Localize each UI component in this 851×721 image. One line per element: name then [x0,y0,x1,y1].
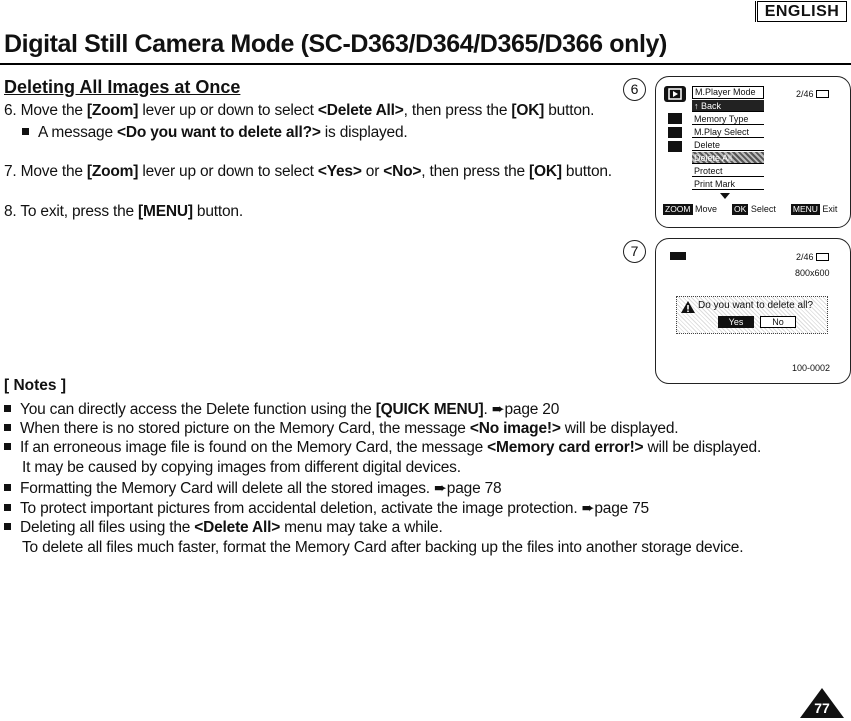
note-3-cont: It may be caused by copying images from different digital devices. [22,459,461,476]
page-number-badge [800,688,844,718]
battery-icon [670,252,686,260]
camera-icon [668,127,682,138]
menu-title: M.Player Mode [692,86,764,99]
memory-icon [668,113,682,124]
note-3: If an erroneous image file is found on the Memory Card, the message <Memory card error!> will be displayed. [4,439,761,457]
note-5: To protect important pictures from accidental deletion, activate the image protection. ➨page 75 [4,499,649,518]
image-counter-7: 2/46 [796,252,829,262]
step-6: 6. Move the [Zoom] lever up or down to select <Delete All>, then press the [OK] button. [4,102,595,119]
memory-card-icon [816,90,829,98]
note-1: You can directly access the Delete function using the [QUICK MENU]. ➨page 20 [4,400,559,419]
image-counter: 2/46 [796,89,829,99]
playback-icon [664,86,686,102]
step-label-7: 7 [623,240,646,263]
notes-heading: [ Notes ] [4,377,66,394]
note-2: When there is no stored picture on the Memory Card, the message <No image!> will be displayed. [4,420,678,438]
title-divider [0,63,851,65]
section-title: Deleting All Images at Once [4,77,241,97]
yes-button[interactable]: Yes [718,316,754,328]
menu-item-delete-all[interactable]: Delete All [692,152,764,164]
bullet-icon [22,128,29,135]
step-label-6: 6 [623,78,646,101]
zoom-button-icon: ZOOM [665,204,691,214]
warning-icon [681,300,695,312]
note-4: Formatting the Memory Card will delete all the stored images. ➨page 78 [4,479,501,498]
menu-item-mplay-select[interactable]: M.Play Select [692,126,764,138]
menu-item-back[interactable]: ↑ Back [692,100,764,112]
resolution-label: 800x600 [795,268,830,278]
step-8: 8. To exit, press the [MENU] button. [4,203,243,220]
page-title: Digital Still Camera Mode (SC-D363/D364/D365/D366 only) [4,30,667,58]
no-button[interactable]: No [760,316,796,328]
scroll-down-icon [720,193,730,199]
menu-item-print-mark[interactable]: Print Mark [692,178,764,190]
gear-icon [668,141,682,152]
memory-card-icon-7 [816,253,829,261]
step-7: 7. Move the [Zoom] lever up or down to select <Yes> or <No>, then press the [OK] button. [4,163,612,180]
ok-button-icon: OK [734,204,747,214]
note-6: Deleting all files using the <Delete All> menu may take a while. [4,519,443,537]
confirm-question: Do you want to delete all? [698,300,814,311]
bottom-guide: ZOOM Move OK Select MENU Exit [665,204,838,214]
step-6-sub: A message <Do you want to delete all?> is displayed. [22,124,408,142]
file-number: 100-0002 [792,363,831,373]
menu-item-memory-type[interactable]: Memory Type [692,113,764,125]
menu-button-icon: MENU [792,204,818,214]
menu-item-protect[interactable]: Protect [692,165,764,177]
note-6-cont: To delete all files much faster, format the Memory Card after backing up the files into another storage device. [22,539,744,556]
page-number: 77 [814,700,830,716]
menu-item-delete[interactable]: Delete [692,139,764,151]
language-label: ENGLISH [757,1,847,22]
